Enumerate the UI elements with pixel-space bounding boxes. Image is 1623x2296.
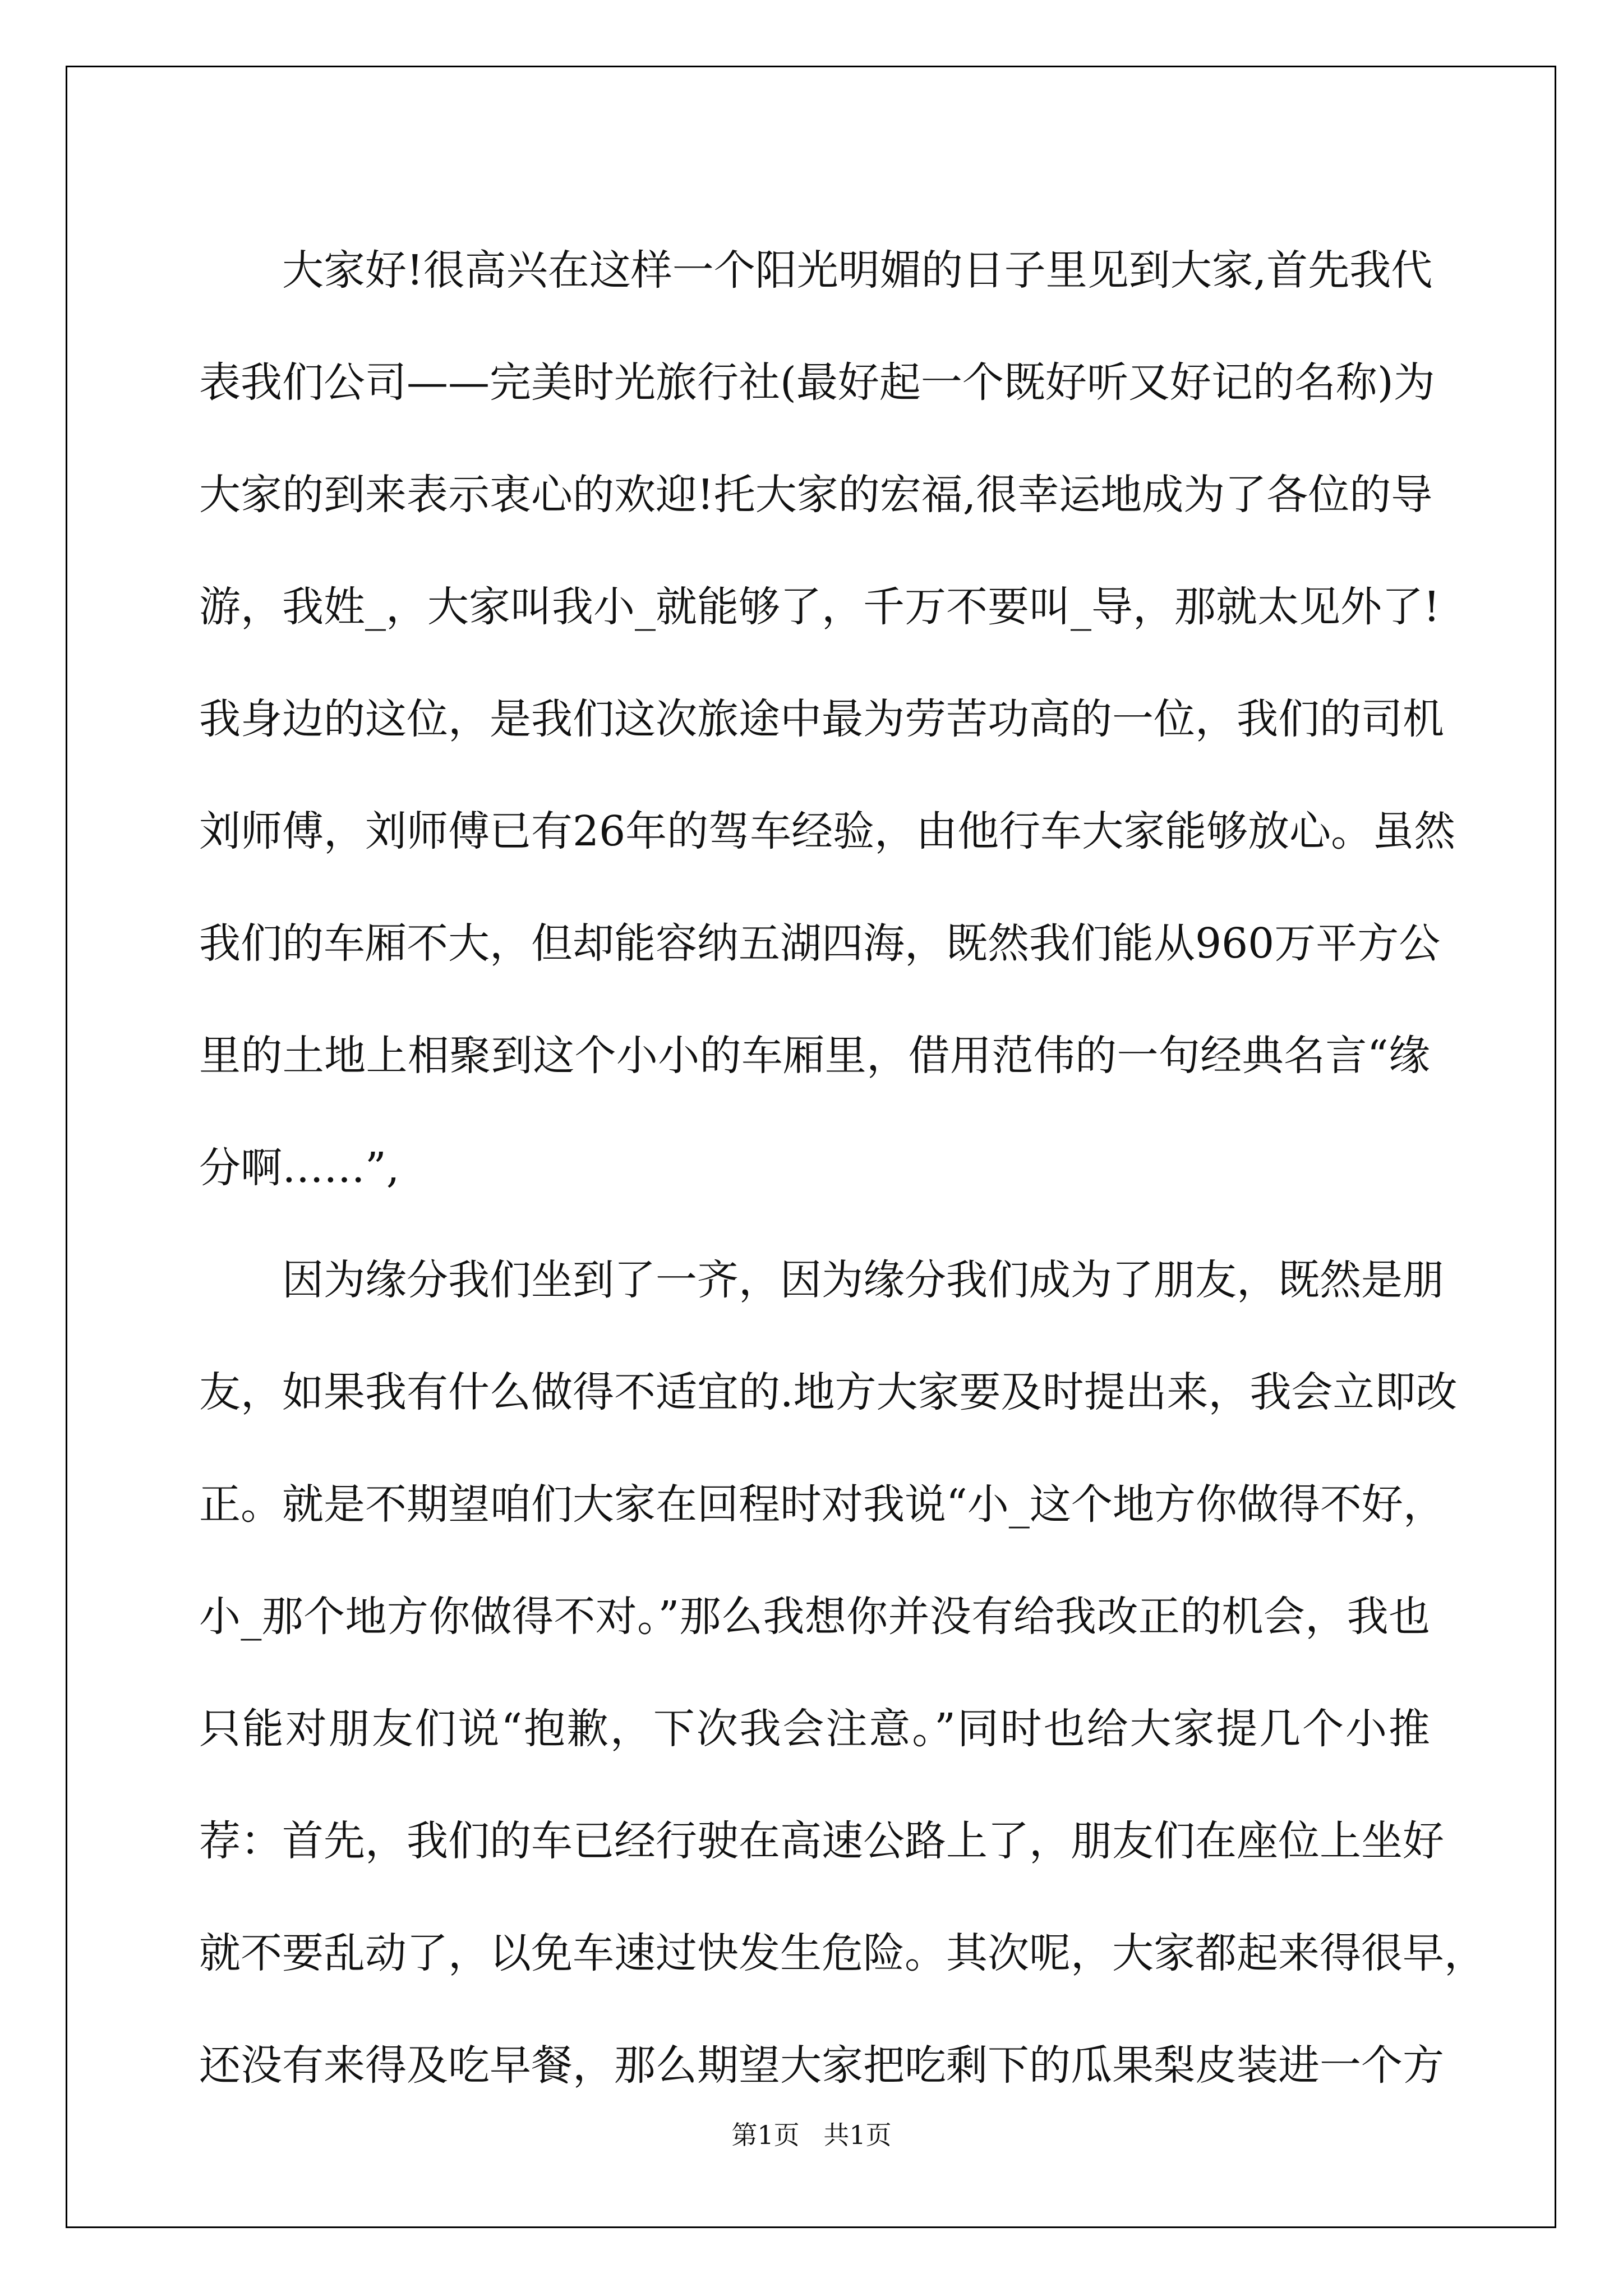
text-line: 只能对朋友们说“抱歉，下次我会注意。”同时也给大家提几个小推 [199,1705,1430,1753]
page-footer [0,2115,1623,2152]
text-line: 正。就是不期望咱们大家在回程时对我说“小_这个地方你做得不好， [199,1480,1445,1529]
text-line: 刘师傅，刘师傅已有26年的驾车经验，由他行车大家能够放心。虽然 [199,807,1456,855]
text-line: 小_那个地方你做得不对。”那么我想你并没有给我改正的机会，我也 [199,1593,1430,1641]
paragraph-2 [199,1224,1486,2122]
text-line: 里的土地上相聚到这个小小的车厢里，借用范伟的一句经典名言“缘 [199,1032,1430,1080]
text-line: 大家的到来表示衷心的欢迎!托大家的宏福,很幸运地成为了各位的导 [199,471,1433,519]
page-total: 共1页 [823,2120,892,2150]
page-number: 第1页 [731,2120,800,2150]
text-line: 分啊……”, [199,1144,400,1192]
paragraph-1 [199,214,1456,1224]
text-line: 荐：首先，我们的车已经行驶在高速公路上了，朋友们在座位上坐好 [199,1817,1444,1865]
text-line: 友，如果我有什么做得不适宜的.地方大家要及时提出来，我会立即改 [199,1368,1458,1416]
text-line: 我身边的这位，是我们这次旅途中最为劳苦功高的一位，我们的司机 [199,695,1444,743]
document-body [199,214,1486,2122]
text-line: 因为缘分我们坐到了一齐，因为缘分我们成为了朋友，既然是朋 [282,1256,1444,1304]
text-line: 游，我姓_，大家叫我小_就能够了，千万不要叫_导，那就太见外了! [199,583,1440,631]
text-line: 还没有来得及吃早餐，那么期望大家把吃剩下的瓜果梨皮装进一个方 [199,2041,1444,2090]
text-line: 就不要乱动了，以免车速过快发生危险。其次呢，大家都起来得很早， [199,1929,1486,1977]
text-line: 我们的车厢不大，但却能容纳五湖四海，既然我们能从960万平方公 [199,919,1441,968]
text-line: 大家好!很高兴在这样一个阳光明媚的日子里见到大家,首先我代 [282,246,1433,295]
text-line: 表我们公司——完美时光旅行社(最好起一个既好听又好记的名称)为 [199,358,1435,407]
